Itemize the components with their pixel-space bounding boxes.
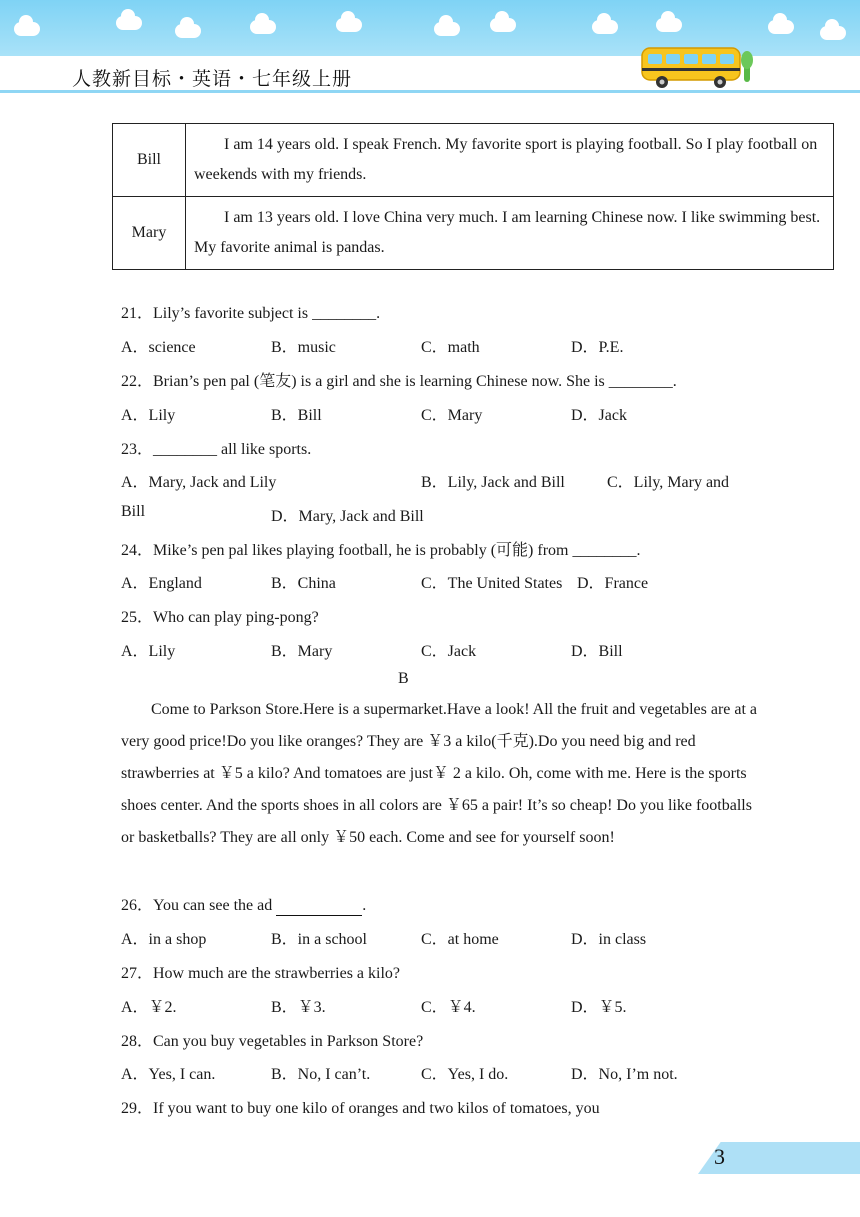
option-c: C．Mary bbox=[421, 407, 483, 424]
option-b: B．Mary bbox=[271, 643, 333, 660]
option-a: A．Mary, Jack and Lily bbox=[121, 474, 277, 491]
option-d: D．P.E. bbox=[571, 339, 624, 356]
option-c: C．Yes, I do. bbox=[421, 1066, 509, 1083]
option-a: A．in a shop bbox=[121, 931, 207, 948]
question-21: 21．Lily’s favorite subject is ________. bbox=[121, 305, 381, 322]
option-b: B．music bbox=[271, 339, 336, 356]
option-c-continued: Bill bbox=[121, 503, 146, 520]
option-d: D．Jack bbox=[571, 407, 627, 424]
school-bus-icon bbox=[640, 40, 756, 90]
option-a: A．Lily bbox=[121, 643, 176, 660]
cloud-icon bbox=[336, 18, 362, 32]
cloud-icon bbox=[592, 20, 618, 34]
answer-blank bbox=[276, 897, 362, 916]
question-24: 24．Mike’s pen pal likes playing football, he is probably (可能) from ________. bbox=[121, 542, 641, 559]
page-number: 3 bbox=[714, 1144, 725, 1169]
question-22: 22．Brian’s pen pal (笔友) is a girl and she is learning Chinese now. She is ________. bbox=[121, 373, 677, 390]
option-b: B．Lily, Jack and Bill bbox=[421, 474, 565, 491]
option-a: A．￥2. bbox=[121, 999, 177, 1016]
cloud-icon bbox=[656, 18, 682, 32]
option-c: C．The United States bbox=[421, 575, 563, 592]
option-c: C．Lily, Mary and bbox=[607, 474, 730, 491]
option-b: B．￥3. bbox=[271, 999, 326, 1016]
cloud-icon bbox=[250, 20, 276, 34]
question-text: 26．You can see the ad bbox=[121, 897, 273, 914]
option-d: D．in class bbox=[571, 931, 647, 948]
cloud-icon bbox=[175, 24, 201, 38]
option-b: B．in a school bbox=[271, 931, 367, 948]
table-cell-name: Mary bbox=[113, 197, 186, 270]
option-d: D．￥5. bbox=[571, 999, 627, 1016]
option-b: B．Bill bbox=[271, 407, 322, 424]
table-cell-name: Bill bbox=[113, 124, 186, 197]
option-c: C．at home bbox=[421, 931, 499, 948]
cloud-icon bbox=[14, 22, 40, 36]
header-divider bbox=[0, 90, 860, 93]
question-25: 25．Who can play ping-pong? bbox=[121, 609, 319, 626]
cloud-icon bbox=[820, 26, 846, 40]
cloud-icon bbox=[490, 18, 516, 32]
option-c: C．￥4. bbox=[421, 999, 476, 1016]
question-27: 27．How much are the strawberries a kilo? bbox=[121, 965, 401, 982]
option-d: D．No, I’m not. bbox=[571, 1066, 678, 1083]
reading-passage bbox=[121, 694, 761, 854]
option-d: D．Mary, Jack and Bill bbox=[271, 508, 424, 525]
cloud-icon bbox=[434, 22, 460, 36]
option-a: A．Lily bbox=[121, 407, 176, 424]
option-a: A．science bbox=[121, 339, 196, 356]
option-a: A．England bbox=[121, 575, 202, 592]
passage-text: Come to Parkson Store.Here is a supermarket.Have a look! All the fruit and vegetables are at a very good price!Do you like oranges? They are ￥3 a kilo(千克).Do you need big and red strawberries at ￥5 a kilo? And tomatoes are just￥ 2 a kilo. Oh, come with me. Here is the sports shoes center. And the sports shoes in all colors are ￥65 a pair! It’s so cheap! Do you like footballs or basketballs? They are all only ￥50 each. Come and see for yourself soon! bbox=[121, 701, 758, 846]
row-text: I am 13 years old. I love China very much. I am learning Chinese now. I like swimming best. My favorite animal is pandas. bbox=[194, 209, 821, 256]
option-a: A．Yes, I can. bbox=[121, 1066, 216, 1083]
cloud-icon bbox=[768, 20, 794, 34]
option-d: D．Bill bbox=[571, 643, 623, 660]
option-c: C．Jack bbox=[421, 643, 477, 660]
table-row bbox=[113, 124, 834, 197]
option-b: B．China bbox=[271, 575, 336, 592]
question-23: 23．________ all like sports. bbox=[121, 441, 312, 458]
section-heading: B bbox=[398, 670, 409, 687]
option-b: B．No, I can’t. bbox=[271, 1066, 371, 1083]
question-26: 26．You can see the ad . bbox=[121, 897, 367, 914]
option-c: C．math bbox=[421, 339, 480, 356]
table-row bbox=[113, 197, 834, 270]
table-cell-text bbox=[186, 197, 834, 270]
option-d: D．France bbox=[577, 575, 649, 592]
question-28: 28．Can you buy vegetables in Parkson Store? bbox=[121, 1033, 424, 1050]
question-29: 29．If you want to buy one kilo of oranges and two kilos of tomatoes, you bbox=[121, 1100, 600, 1117]
row-text: I am 14 years old. I speak French. My favorite sport is playing football. So I play football on weekends with my friends. bbox=[194, 136, 818, 183]
page-title: 人教新目标・英语・七年级上册 bbox=[72, 68, 353, 90]
pen-pal-table bbox=[112, 123, 834, 270]
cloud-icon bbox=[116, 16, 142, 30]
table-cell-text bbox=[186, 124, 834, 197]
